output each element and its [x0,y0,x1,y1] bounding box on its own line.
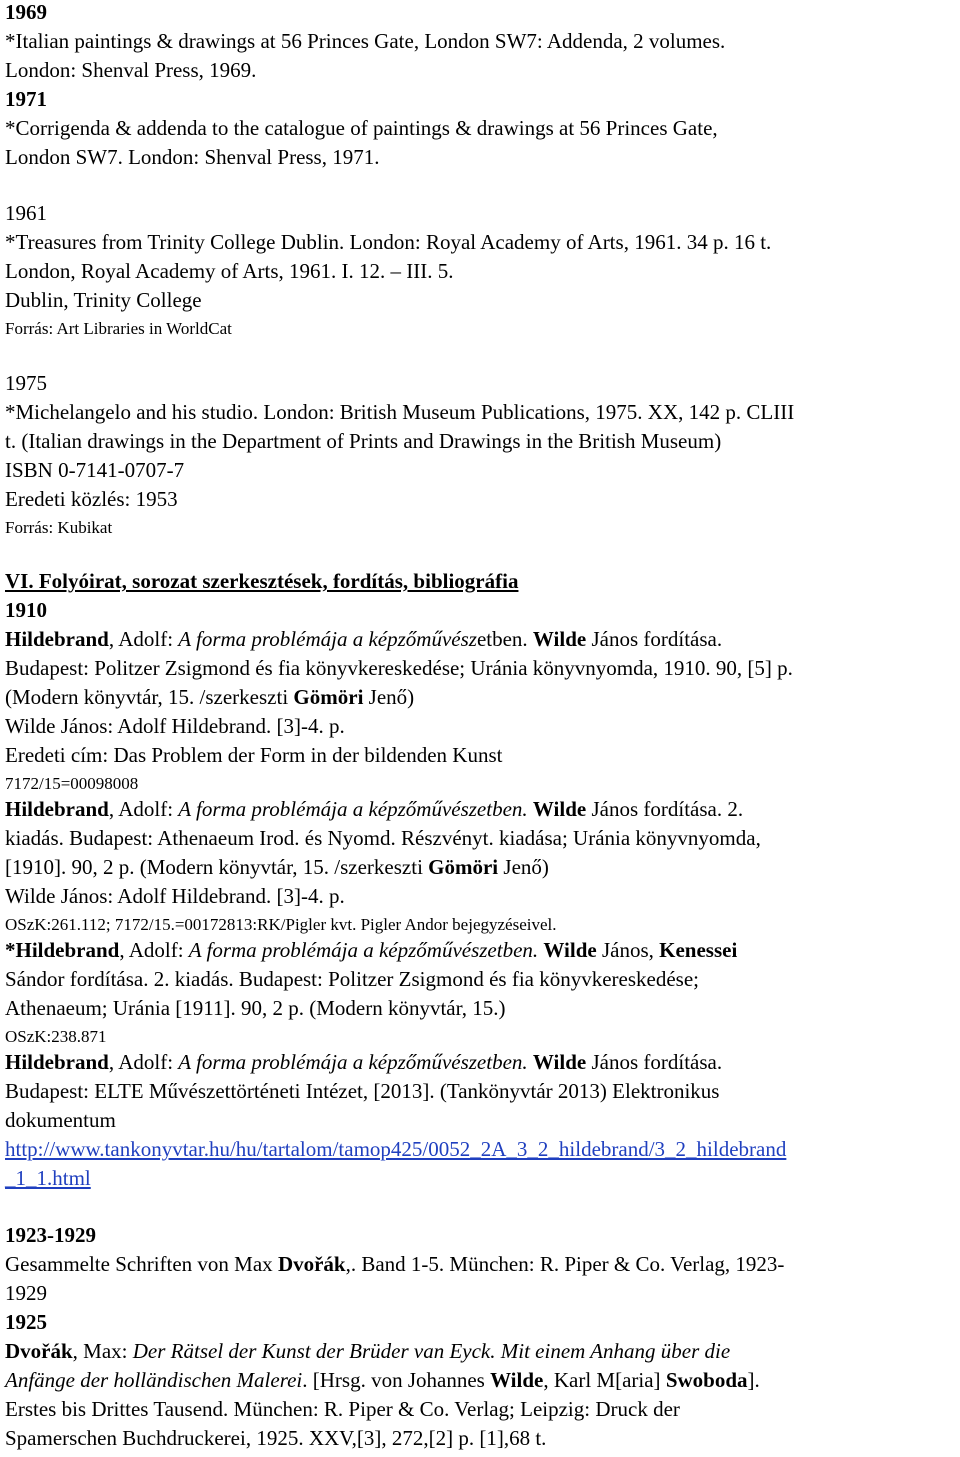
translator-name: Wilde [532,1050,587,1074]
citation-line: Hildebrand, Adolf: A forma problémája a képzőművészetben. Wilde János fordítása. [5,627,723,651]
citation-line: Erstes bis Drittes Tausend. München: R. Piper & Co. Verlag; Leipzig: Druck der [5,1397,680,1421]
year-heading: 1971 [5,87,47,111]
year-heading: 1961 [5,201,47,225]
citation-line: Dvořák, Max: Der Rätsel der Kunst der Brüder van Eyck. Mit einem Anhang über die [5,1339,731,1363]
shelfmark: 7172/15=00098008 [5,774,139,793]
translator-name: Wilde [543,938,597,962]
citation-line: t. (Italian drawings in the Department of Prints and Drawings in the British Museum) [5,429,722,453]
citation-line: 1929 [5,1281,47,1305]
url-link[interactable]: _1_1.html [5,1166,91,1190]
citation-line: London: Shenval Press, 1969. [5,58,257,82]
book-title: Der Rätsel der Kunst der Brüder van Eyck. Mit einem Anhang über die [132,1339,731,1363]
citation-line: *Corrigenda & addenda to the catalogue of paintings & drawings at 56 Princes Gate, [5,116,718,140]
editor-name: Gömöri [293,685,364,709]
shelfmark: OSzK:261.112; 7172/15.=00172813:RK/Pigler kvt. Pigler Andor bejegyzéseivel. [5,915,557,934]
year-heading: 1925 [5,1310,47,1334]
translator-name: Wilde [532,797,587,821]
author-name: *Hildebrand [5,938,120,962]
shelfmark: OSzK:238.871 [5,1027,107,1046]
citation-line: Wilde János: Adolf Hildebrand. [3]-4. p. [5,884,345,908]
author-name: Hildebrand [5,1050,109,1074]
citation-line: London SW7. London: Shenval Press, 1971. [5,145,380,169]
citation-line: Budapest: Politzer Zsigmond és fia könyvkereskedése; Uránia könyvnyomda, 1910. 90, [5] p. [5,656,793,680]
section-heading: VI. Folyóirat, sorozat szerkesztések, fordítás, bibliográfia [5,569,519,593]
citation-line: *Michelangelo and his studio. London: British Museum Publications, 1975. XX, 142 p. CLIII [5,400,795,424]
book-title: A forma problémája a képzőművész [178,627,477,651]
citation-line: [1910]. 90, 2 p. (Modern könyvtár, 15. /szerkeszti Gömöri Jenő) [5,855,549,879]
citation-line: London, Royal Academy of Arts, 1961. I. 12. – III. 5. [5,259,454,283]
citation-line: *Hildebrand, Adolf: A forma problémája a képzőművészetben. Wilde János, Kenessei [5,938,738,962]
source-note: Forrás: Kubikat [5,518,113,537]
book-title: A forma problémája a képzőművészetben. [178,1050,528,1074]
translator-name: Kenessei [659,938,738,962]
citation-line: (Modern könyvtár, 15. /szerkeszti Gömöri Jenő) [5,685,415,709]
citation-line: Sándor fordítása. 2. kiadás. Budapest: Politzer Zsigmond és fia könyvkereskedése; [5,967,700,991]
citation-line: Athenaeum; Uránia [1911]. 90, 2 p. (Modern könyvtár, 15.) [5,996,506,1020]
source-note: Forrás: Art Libraries in WorldCat [5,319,232,338]
translator-name: Wilde [532,627,587,651]
citation-line: *Italian paintings & drawings at 56 Princes Gate, London SW7: Addenda, 2 volumes. [5,29,726,53]
book-title: Anfänge der holländischen Malerei [5,1368,303,1392]
url-link[interactable]: http://www.tankonyvtar.hu/hu/tartalom/tamop425/0052_2A_3_2_hildebrand/3_2_hildebrand [5,1137,787,1161]
citation-line: Spamerschen Buchdruckerei, 1925. XXV,[3], 272,[2] p. [1],68 t. [5,1426,547,1450]
citation-line: Dublin, Trinity College [5,288,202,312]
editor-name: Wilde [490,1368,544,1392]
year-heading: 1969 [5,0,47,24]
citation-line: Eredeti közlés: 1953 [5,487,178,511]
citation-line: Gesammelte Schriften von Max Dvořák,. Band 1-5. München: R. Piper & Co. Verlag, 1923- [5,1252,785,1276]
author-name: Dvořák [5,1339,73,1363]
citation-line: Anfänge der holländischen Malerei. [Hrsg. von Johannes Wilde, Karl M[aria] Swoboda]. [5,1368,760,1392]
citation-line: Eredeti cím: Das Problem der Form in der bildenden Kunst [5,743,503,767]
citation-line: *Treasures from Trinity College Dublin. London: Royal Academy of Arts, 1961. 34 p. 16 t. [5,230,772,254]
year-heading: 1910 [5,598,47,622]
editor-name: Swoboda [665,1368,748,1392]
book-title: A forma problémája a képzőművészetben. [178,797,528,821]
isbn-line: ISBN 0-7141-0707-7 [5,458,185,482]
author-name: Dvořák [277,1252,346,1276]
book-title: A forma problémája a képzőművészetben. [188,938,539,962]
citation-line: Hildebrand, Adolf: A forma problémája a képzőművészetben. Wilde János fordítása. [5,1050,723,1074]
year-heading: 1923-1929 [5,1223,96,1247]
editor-name: Gömöri [428,855,499,879]
citation-line: kiadás. Budapest: Athenaeum Irod. és Nyomd. Részvényt. kiadása; Uránia könyvnyomda, [5,826,761,850]
author-name: Hildebrand [5,797,109,821]
author-name: Hildebrand [5,627,109,651]
citation-line: dokumentum [5,1108,116,1132]
citation-line: Hildebrand, Adolf: A forma problémája a képzőművészetben. Wilde János fordítása. 2. [5,797,744,821]
citation-line: Wilde János: Adolf Hildebrand. [3]-4. p. [5,714,345,738]
citation-line: Budapest: ELTE Művészettörténeti Intézet, [2013]. (Tankönyvtár 2013) Elektronikus [5,1079,720,1103]
year-heading: 1975 [5,371,47,395]
